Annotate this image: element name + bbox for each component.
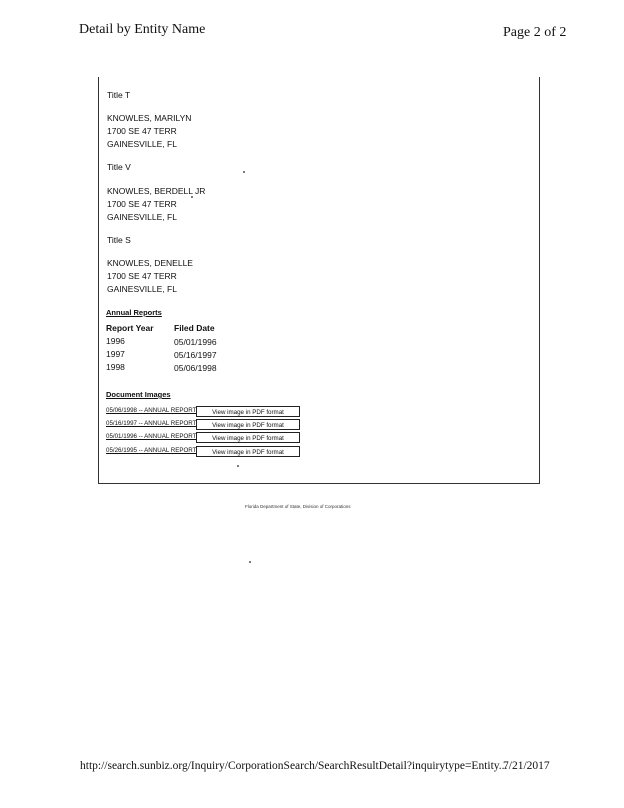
officer-address-line1: 1700 SE 47 TERR xyxy=(107,126,177,136)
document-image-row xyxy=(106,433,300,444)
officer-title: Title T xyxy=(107,90,131,100)
source-url: http://search.sunbiz.org/Inquiry/CorporationSearch/SearchResultDetail?inquirytype=Entity... xyxy=(80,760,508,772)
view-pdf-button[interactable]: View image in PDF format xyxy=(196,406,300,417)
filed-date-cell: 05/01/1996 xyxy=(174,337,217,347)
officer-address-line2: GAINESVILLE, FL xyxy=(107,139,177,149)
filed-date-cell: 05/06/1998 xyxy=(174,363,217,373)
document-image-row xyxy=(106,407,300,418)
officer-title: Title S xyxy=(107,235,131,245)
officer-address-line1: 1700 SE 47 TERR xyxy=(107,199,177,209)
document-image-row xyxy=(106,420,300,431)
document-images-heading: Document Images xyxy=(106,390,171,399)
page-title: Detail by Entity Name xyxy=(79,22,206,37)
scan-speck xyxy=(237,465,239,467)
view-pdf-button[interactable]: View image in PDF format xyxy=(196,432,300,443)
report-year-cell: 1998 xyxy=(106,362,125,372)
filed-date-cell: 05/16/1997 xyxy=(174,350,217,360)
officer-name: KNOWLES, MARILYN xyxy=(107,113,192,123)
filed-date-header: Filed Date xyxy=(174,323,215,333)
officer-name: KNOWLES, BERDELL JR xyxy=(107,186,206,196)
annual-report-link[interactable]: 05/16/1997 -- ANNUAL REPORT xyxy=(106,420,197,427)
annual-report-link[interactable]: 05/01/1996 -- ANNUAL REPORT xyxy=(106,433,197,440)
officer-address-line2: GAINESVILLE, FL xyxy=(107,284,177,294)
page-footer-note: Florida Department of State, Division of Corporations xyxy=(245,504,351,509)
officer-name: KNOWLES, DENELLE xyxy=(107,258,193,268)
scan-speck xyxy=(243,171,245,173)
annual-report-link[interactable]: 05/06/1998 -- ANNUAL REPORT xyxy=(106,407,197,414)
officer-address-line1: 1700 SE 47 TERR xyxy=(107,271,177,281)
view-pdf-button[interactable]: View image in PDF format xyxy=(196,419,300,430)
annual-reports-heading: Annual Reports xyxy=(106,308,162,317)
report-year-cell: 1997 xyxy=(106,349,125,359)
print-date: 7/21/2017 xyxy=(503,760,550,772)
report-year-cell: 1996 xyxy=(106,336,125,346)
page-number: Page 2 of 2 xyxy=(503,25,567,40)
annual-report-link[interactable]: 05/26/1995 -- ANNUAL REPORT xyxy=(106,447,197,454)
report-year-header: Report Year xyxy=(106,323,154,333)
document-image-row xyxy=(106,447,300,458)
scan-speck xyxy=(191,196,193,198)
officer-title: Title V xyxy=(107,162,131,172)
view-pdf-button[interactable]: View image in PDF format xyxy=(196,446,300,457)
scan-speck xyxy=(249,561,251,563)
officer-address-line2: GAINESVILLE, FL xyxy=(107,212,177,222)
